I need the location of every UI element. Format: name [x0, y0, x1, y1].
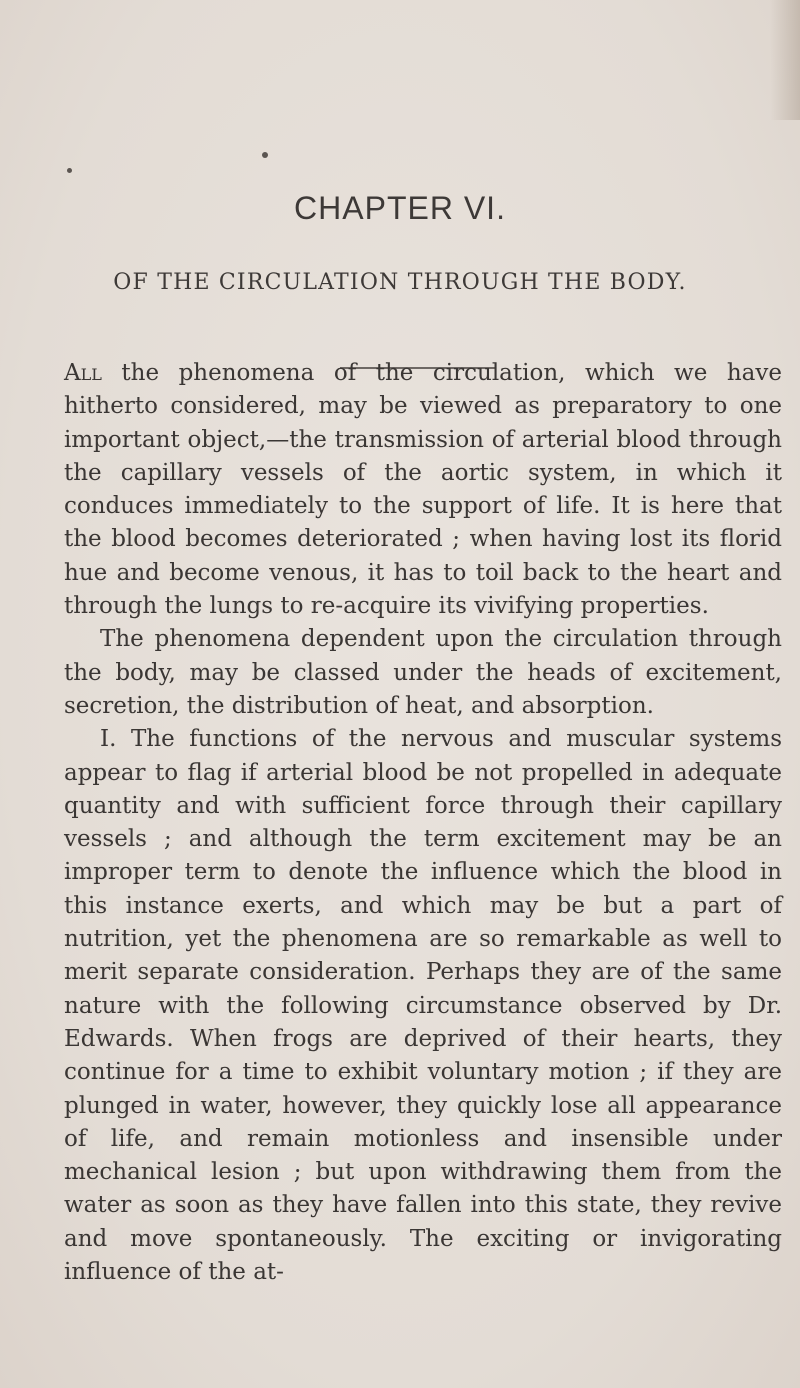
ink-speck — [67, 168, 72, 173]
chapter-subtitle: OF THE CIRCULATION THROUGH THE BODY. — [113, 270, 687, 295]
paragraph-2: The phenomena dependent upon the circulation through the body, may be classed under the heads of excitement, secretion, the distribution of heat, and absorption. — [64, 626, 782, 719]
lead-word: All — [64, 360, 102, 386]
paragraph-1 — [64, 357, 782, 623]
paragraph-text: the phenomena of the circulation, which we have hitherto considered, may be viewed as preparatory to one important object,—the transmission of arterial blood through the capillary vessels of the aortic system, in which it conduces immediately to the support of life. It is here that the blood becomes deteriorated ; when having lost its florid hue and become venous, it has to toil back to the heart and through the lungs to re-acquire its vivifying properties. — [64, 360, 782, 620]
chapter-heading: CHAPTER VI. — [294, 190, 506, 226]
paragraph-3: I. The functions of the nervous and muscular systems appear to flag if arterial blood be not propelled in adequate quantity and with sufficient force through their capillary vessels ; and although the term excitement may be an improper term to denote the influence which the blood in this instance exerts, and which may be but a part of nutrition, yet the phenomena are so remarkable as well to merit separate consideration. Perhaps they are of the same nature with the following circumstance observed by Dr. Edwards. When frogs are deprived of their hearts, they continue for a time to exhibit voluntary motion ; if they are plunged in water, however, they quickly lose all appearance of life, and remain motionless and insensible under mechanical lesion ; but upon withdrawing them from the water as soon as they have fallen into this state, they revive and move spontaneously. The exciting or invigorating influence of the at- — [64, 726, 782, 1286]
ink-speck — [262, 152, 268, 158]
body-text — [64, 357, 782, 1289]
page-edge-shadow — [770, 0, 800, 120]
